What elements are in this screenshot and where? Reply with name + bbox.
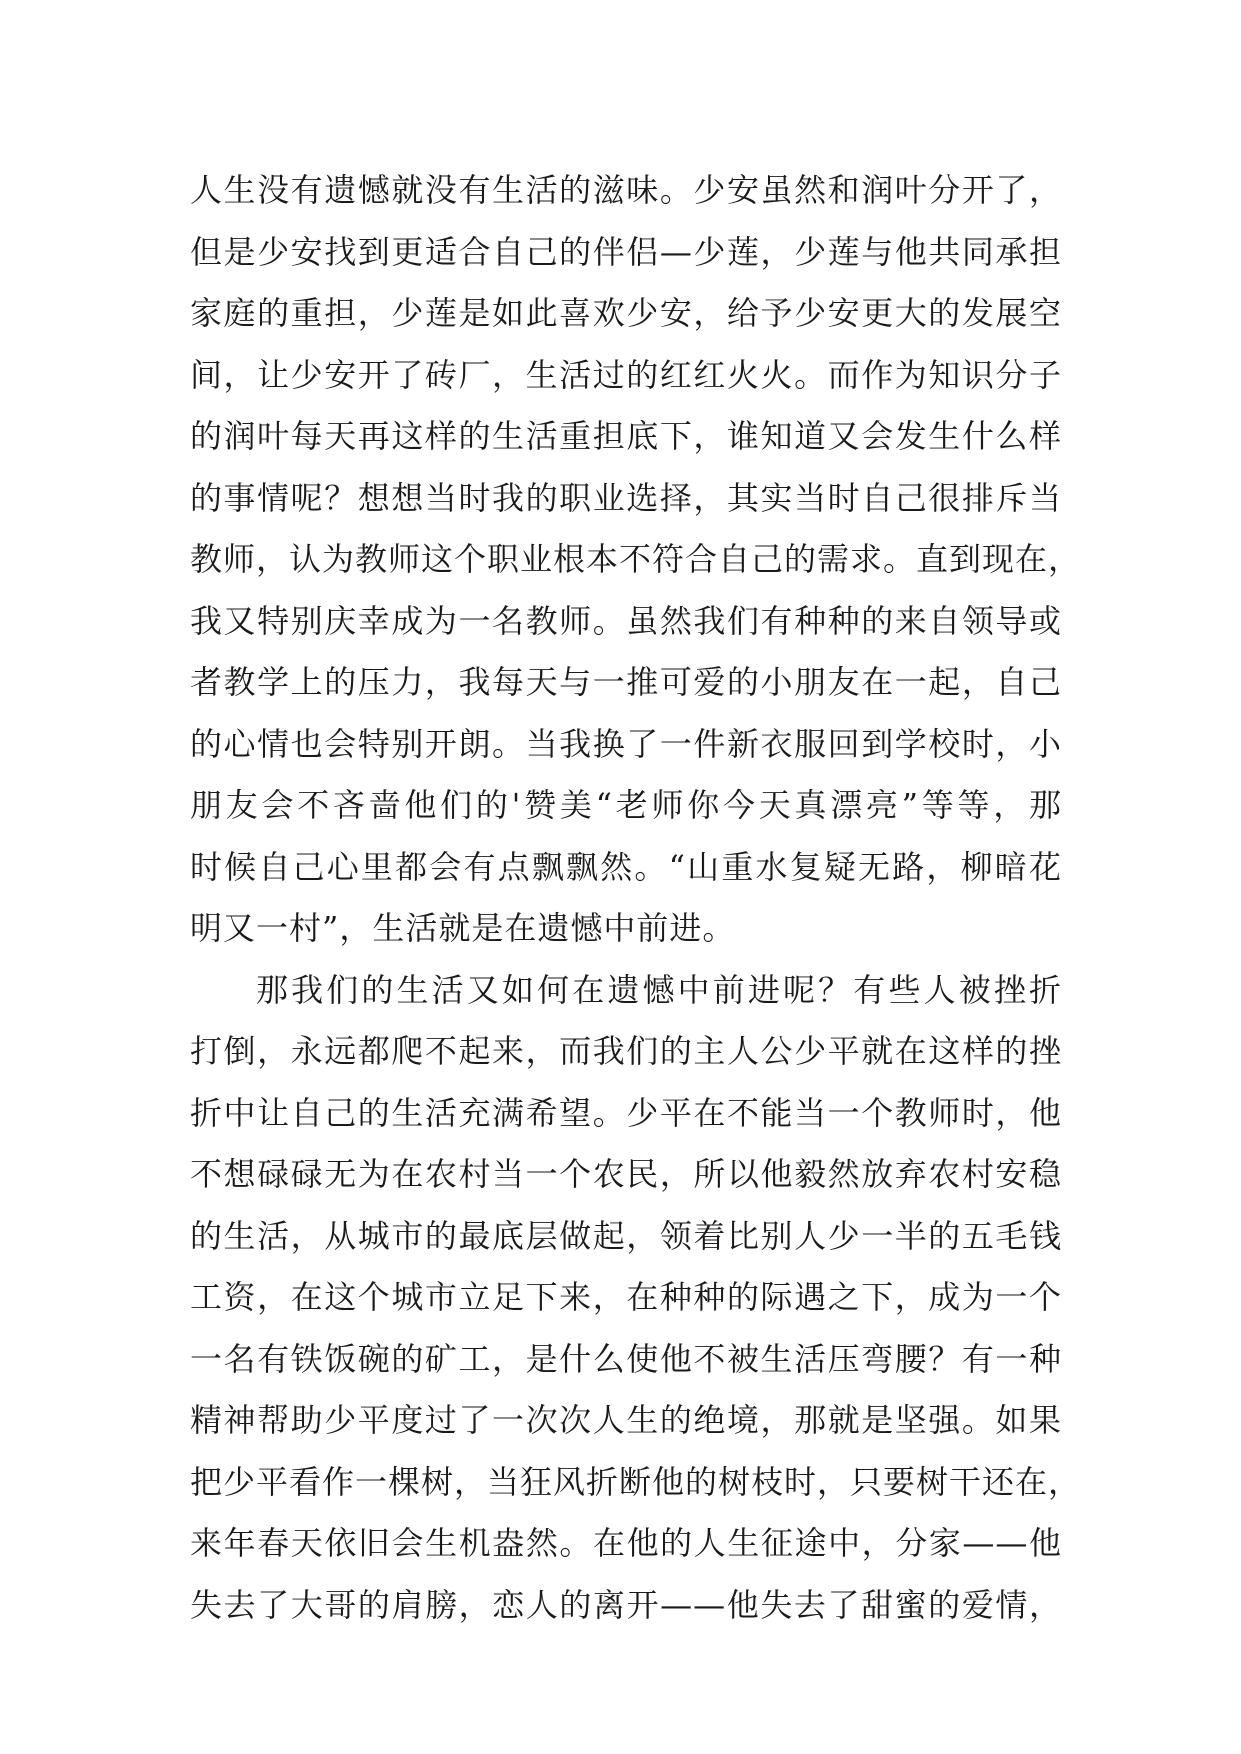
text-line: 折中让自己的生活充满希望。少平在不能当一个教师时，他	[190, 1093, 1062, 1132]
text-line: 精神帮助少平度过了一次次人生的绝境，那就是坚强。如果	[190, 1401, 1062, 1439]
text-line: 人生没有遗憾就没有生活的滋味。少安虽然和润叶分开了，	[190, 171, 1062, 209]
text-line: 一名有铁饭碗的矿工，是什么使他不被生活压弯腰？有一种	[190, 1339, 1062, 1378]
body-text	[190, 160, 1082, 1636]
text-line: 那我们的生活又如何在遗憾中前进呢？有些人被挫折	[256, 970, 1062, 1009]
text-line: 者教学上的压力，我每天与一推可爱的小朋友在一起，自己	[190, 663, 1062, 701]
text-line: 间，让少安开了砖厂，生活过的红红火火。而作为知识分子	[190, 355, 1062, 394]
text-line: 教师，认为教师这个职业根本不符合自己的需求。直到现在，	[190, 540, 1082, 578]
text-line: 打倒，永远都爬不起来，而我们的主人公少平就在这样的挫	[190, 1032, 1062, 1070]
text-line: 但是少安找到更适合自己的伴侣—少莲，少莲与他共同承担	[190, 232, 1062, 271]
text-line: 时候自己心里都会有点飘飘然。“山重水复疑无路，柳暗花	[190, 847, 1062, 886]
text-line: 不想碌碌无为在农村当一个农民，所以他毅然放弃农村安稳	[190, 1155, 1062, 1193]
text-line: 朋友会不吝啬他们的'赞美“老师你今天真漂亮”等等，那	[190, 786, 1062, 824]
text-line: 的生活，从城市的最底层做起，领着比别人少一半的五毛钱	[190, 1216, 1062, 1255]
text-line: 的润叶每天再这样的生活重担底下，谁知道又会发生什么样	[190, 417, 1062, 455]
text-line: 的事情呢？想想当时我的职业选择，其实当时自己很排斥当	[190, 478, 1062, 517]
text-line: 来年春天依旧会生机盎然。在他的人生征途中，分家——他	[190, 1524, 1062, 1562]
text-line: 工资，在这个城市立足下来，在种种的际遇之下，成为一个	[190, 1278, 1062, 1316]
text-line: 我又特别庆幸成为一名教师。虽然我们有种种的来自领导或	[190, 601, 1062, 640]
text-line: 明又一村”，生活就是在遗憾中前进。	[190, 909, 736, 947]
text-line: 家庭的重担，少莲是如此喜欢少安，给予少安更大的发展空	[190, 294, 1062, 332]
text-line: 的心情也会特别开朗。当我换了一件新衣服回到学校时，小	[190, 724, 1062, 763]
text-line: 把少平看作一棵树，当狂风折断他的树枝时，只要树干还在，	[190, 1462, 1082, 1501]
text-line: 失去了大哥的肩膀，恋人的离开——他失去了甜蜜的爱情，	[190, 1585, 1062, 1624]
